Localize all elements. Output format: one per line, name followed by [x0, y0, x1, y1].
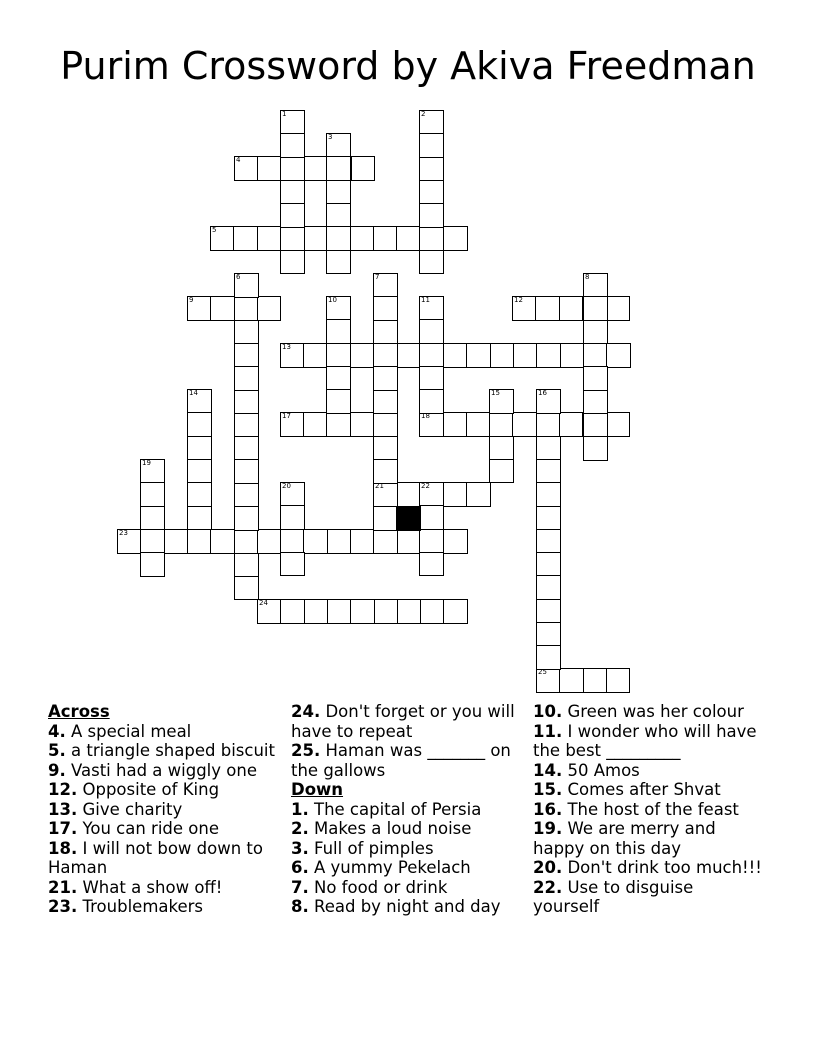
crossword-cell[interactable]	[374, 599, 399, 624]
clue-item-number: 24.	[291, 702, 321, 721]
crossword-cell[interactable]	[303, 529, 328, 554]
clue-item-number: 14.	[533, 760, 563, 780]
clue-item	[291, 897, 521, 917]
crossword-cell[interactable]	[187, 529, 212, 554]
crossword-block	[396, 506, 421, 531]
crossword-cell[interactable]	[419, 343, 444, 368]
crossword-cell[interactable]	[280, 505, 305, 530]
clue-item-number: 21.	[48, 877, 78, 897]
crossword-cell[interactable]	[233, 226, 258, 251]
crossword-cell[interactable]	[187, 482, 212, 507]
crossword-cell[interactable]	[373, 506, 398, 531]
crossword-cell[interactable]	[140, 552, 165, 577]
clue-item-text: We are merry and happy on this day	[533, 819, 716, 858]
clue-item-number: 19.	[533, 819, 563, 838]
clue-number: 23	[119, 529, 128, 537]
clue-item-text: Use to disguise yourself	[533, 877, 694, 916]
crossword-cell[interactable]	[304, 599, 329, 624]
crossword-cell[interactable]	[536, 529, 561, 554]
clue-item-number: 2.	[291, 819, 309, 838]
crossword-cell[interactable]	[466, 482, 491, 507]
clue-item-number: 6.	[291, 858, 309, 877]
crossword-cell[interactable]	[234, 576, 259, 601]
crossword-cell[interactable]	[583, 436, 608, 461]
clue-item-number: 9.	[48, 760, 66, 780]
crossword-cell[interactable]	[234, 506, 259, 531]
crossword-cell[interactable]	[350, 529, 375, 554]
crossword-cell[interactable]	[396, 226, 421, 251]
crossword-cell[interactable]	[304, 156, 329, 181]
crossword-cell[interactable]	[373, 390, 398, 415]
crossword-cell[interactable]	[373, 366, 398, 391]
crossword-cell[interactable]	[373, 436, 398, 461]
crossword-cell[interactable]	[326, 319, 351, 344]
clue-number: 8	[585, 273, 590, 281]
crossword-cell[interactable]	[513, 343, 538, 368]
crossword-cell[interactable]	[187, 436, 212, 461]
crossword-cell[interactable]	[583, 413, 608, 438]
clues-column-1	[48, 702, 278, 917]
crossword-cell[interactable]	[536, 552, 561, 577]
clue-item	[533, 878, 763, 917]
crossword-cell[interactable]	[373, 320, 398, 345]
crossword-cell[interactable]	[303, 412, 328, 437]
crossword-cell[interactable]	[187, 506, 212, 531]
clue-item-text: Comes after Shvat	[562, 780, 721, 799]
clue-item	[533, 819, 763, 858]
clue-number: 2	[421, 110, 426, 118]
clue-item	[48, 761, 278, 781]
clue-item-number: 7.	[291, 877, 309, 897]
crossword-cell[interactable]	[326, 203, 351, 228]
crossword-cell[interactable]	[326, 250, 351, 275]
clue-item	[48, 800, 278, 820]
crossword-cell[interactable]	[396, 482, 421, 507]
crossword-cell[interactable]	[536, 622, 561, 647]
clue-item	[533, 800, 763, 820]
clues-heading: Down	[291, 780, 344, 799]
clue-item-text: Haman was _______ on the gallows	[291, 741, 511, 780]
clue-item-text: Opposite of King	[77, 780, 220, 799]
crossword-cell[interactable]	[140, 529, 165, 554]
clue-item	[291, 800, 521, 820]
crossword-cell[interactable]	[234, 366, 259, 391]
crossword-cell[interactable]	[326, 413, 351, 438]
crossword-cell[interactable]	[280, 552, 305, 577]
crossword-cell[interactable]	[489, 436, 514, 461]
clue-item-text: You can ride one	[77, 819, 219, 838]
clue-item	[48, 897, 278, 917]
clue-item	[291, 858, 521, 878]
crossword-cell[interactable]	[326, 366, 351, 391]
crossword-cell[interactable]	[443, 343, 468, 368]
crossword-cell[interactable]	[419, 133, 444, 158]
clue-item-text: A special meal	[65, 721, 192, 741]
crossword-cell[interactable]	[536, 506, 561, 531]
clue-item-number: 20.	[533, 858, 563, 877]
crossword-cell[interactable]	[419, 529, 444, 554]
crossword-cell[interactable]	[234, 553, 259, 578]
clue-item-text: Don't drink too much!!!	[562, 858, 762, 877]
crossword-cell[interactable]	[560, 343, 585, 368]
crossword-cell[interactable]	[583, 320, 608, 345]
crossword-cell[interactable]	[536, 436, 561, 461]
clue-item	[291, 839, 521, 859]
clue-number: 18	[421, 412, 430, 420]
crossword-cell[interactable]	[419, 319, 444, 344]
clue-item	[291, 819, 521, 839]
clue-item-text: Vasti had a wiggly one	[65, 760, 257, 780]
clue-item	[48, 819, 278, 839]
crossword-cell[interactable]	[512, 412, 537, 437]
crossword-cell[interactable]	[280, 227, 305, 252]
crossword-cell[interactable]	[583, 366, 608, 391]
clue-item-number: 22.	[533, 877, 563, 897]
clue-item-number: 17.	[48, 819, 78, 838]
crossword-cell[interactable]	[280, 180, 305, 205]
clue-number: 16	[538, 389, 547, 397]
crossword-cell[interactable]	[535, 296, 560, 321]
crossword-cell[interactable]	[303, 226, 328, 251]
crossword-cell[interactable]	[443, 226, 468, 251]
clue-item	[48, 741, 278, 761]
crossword-cell[interactable]	[187, 459, 212, 484]
crossword-cell[interactable]	[257, 156, 282, 181]
crossword-cell[interactable]	[351, 156, 376, 181]
clue-item-number: 12.	[48, 780, 78, 799]
crossword-cell[interactable]	[397, 599, 422, 624]
crossword-cell[interactable]	[373, 459, 398, 484]
crossword-cell[interactable]	[350, 599, 375, 624]
crossword-cell[interactable]	[536, 645, 561, 670]
crossword-cell[interactable]	[140, 482, 165, 507]
clue-number: 9	[189, 296, 194, 304]
crossword-cell[interactable]	[419, 366, 444, 391]
crossword-cell[interactable]	[583, 343, 608, 368]
crossword-cell[interactable]	[326, 389, 351, 414]
clue-item-text: Troublemakers	[77, 897, 203, 916]
crossword-cell[interactable]	[606, 343, 631, 368]
crossword-cell[interactable]	[583, 296, 608, 321]
clue-item-number: 8.	[291, 897, 309, 916]
crossword-cell[interactable]	[280, 250, 305, 275]
clue-item-text: 50 Amos	[562, 760, 640, 780]
crossword-cell[interactable]	[326, 343, 351, 368]
crossword-cell[interactable]	[234, 459, 259, 484]
clue-item-number: 25.	[291, 741, 321, 760]
clue-item-text: Full of pimples	[308, 838, 434, 858]
crossword-cell[interactable]	[280, 599, 305, 624]
clue-item	[291, 741, 521, 780]
crossword-cell[interactable]	[280, 133, 305, 158]
clue-item-text: I wonder who will have the best _________	[533, 721, 757, 760]
clue-number: 20	[282, 482, 291, 490]
clue-number: 25	[538, 668, 547, 676]
clue-item	[533, 780, 763, 800]
clue-number: 14	[189, 389, 198, 397]
crossword-cell[interactable]	[210, 529, 235, 554]
clue-item-text: The capital of Persia	[308, 799, 482, 819]
crossword-cell[interactable]	[280, 203, 305, 228]
clue-item	[533, 702, 763, 722]
crossword-cell[interactable]	[326, 180, 351, 205]
crossword-cell[interactable]	[466, 412, 491, 437]
clue-item-text: The host of the feast	[562, 799, 739, 819]
clue-item-text: Read by night and day	[308, 897, 501, 916]
clue-item-number: 3.	[291, 838, 309, 858]
crossword-cell[interactable]	[466, 343, 491, 368]
crossword-cell[interactable]	[187, 412, 212, 437]
crossword-cell[interactable]	[397, 343, 422, 368]
clue-number: 4	[236, 156, 241, 164]
crossword-cell[interactable]	[350, 226, 375, 251]
crossword-cell[interactable]	[257, 296, 282, 321]
crossword-cell[interactable]	[303, 343, 328, 368]
crossword-cell[interactable]	[373, 226, 398, 251]
clue-item-number: 18.	[48, 838, 78, 858]
crossword-cell[interactable]	[559, 296, 584, 321]
clue-item-text: Makes a loud noise	[308, 819, 472, 838]
crossword-cell[interactable]	[234, 436, 259, 461]
crossword-cell[interactable]	[536, 343, 561, 368]
crossword-cell[interactable]	[443, 482, 468, 507]
crossword-cell[interactable]	[443, 599, 468, 624]
clue-number: 11	[421, 296, 430, 304]
crossword-cell[interactable]	[210, 296, 235, 321]
clue-item	[48, 839, 278, 878]
clue-item-text: I will not bow down to Haman	[48, 838, 263, 877]
clue-item	[48, 780, 278, 800]
crossword-cell[interactable]	[234, 343, 259, 368]
page-title: Purim Crossword by Akiva Freedman	[60, 44, 756, 88]
crossword-cell[interactable]	[164, 529, 189, 554]
clue-item-text: A yummy Pekelach	[308, 858, 471, 877]
crossword-cell[interactable]	[350, 343, 375, 368]
crossword-cell[interactable]	[443, 529, 468, 554]
clue-item-number: 1.	[291, 799, 309, 819]
clue-item-number: 10.	[533, 702, 563, 721]
crossword-cell[interactable]	[536, 575, 561, 600]
clue-item-text: Green was her colour	[562, 702, 744, 721]
crossword-cell[interactable]	[559, 412, 584, 437]
clue-number: 12	[514, 296, 523, 304]
crossword-cell[interactable]	[420, 599, 445, 624]
crossword-cell[interactable]	[234, 413, 259, 438]
clue-number: 5	[212, 226, 217, 234]
crossword-cell[interactable]	[373, 296, 398, 321]
crossword-cell[interactable]	[397, 529, 422, 554]
clue-item-text: Don't forget or you will have to repeat	[291, 702, 515, 741]
crossword-cell[interactable]	[442, 412, 467, 437]
clue-item	[533, 761, 763, 781]
crossword-cell[interactable]	[419, 505, 444, 530]
crossword-cell[interactable]	[373, 529, 398, 554]
clue-number: 13	[282, 343, 291, 351]
clue-item-number: 15.	[533, 780, 563, 799]
clues-heading: Across	[48, 702, 110, 721]
clue-number: 3	[328, 133, 333, 141]
clue-item	[291, 878, 521, 898]
clues-column-3	[533, 702, 763, 917]
crossword-cell[interactable]	[350, 412, 375, 437]
crossword-cell[interactable]	[419, 552, 444, 577]
crossword-cell[interactable]	[234, 529, 259, 554]
clue-item-number: 23.	[48, 897, 78, 916]
crossword-cell[interactable]	[234, 390, 259, 415]
crossword-cell[interactable]	[419, 389, 444, 414]
crossword-cell[interactable]	[489, 459, 514, 484]
clue-item	[533, 722, 763, 761]
crossword-cell[interactable]	[419, 250, 444, 275]
clue-number: 17	[282, 412, 291, 420]
crossword-cell[interactable]	[489, 412, 514, 437]
crossword-cell[interactable]	[234, 296, 259, 321]
crossword-cell[interactable]	[583, 668, 608, 693]
crossword-cell[interactable]	[419, 203, 444, 228]
crossword-cell[interactable]	[280, 529, 305, 554]
clue-number: 21	[375, 482, 384, 490]
clue-item-number: 16.	[533, 799, 563, 819]
clue-item-text: What a show off!	[77, 877, 223, 897]
crossword-cell[interactable]	[280, 157, 305, 182]
clue-item-number: 11.	[533, 721, 563, 741]
crossword-cell[interactable]	[605, 412, 630, 437]
clue-item-text: No food or drink	[308, 877, 448, 897]
crossword-cell[interactable]	[234, 320, 259, 345]
crossword-cell[interactable]	[419, 227, 444, 252]
crossword-cell[interactable]	[419, 180, 444, 205]
clue-number: 6	[236, 273, 241, 281]
clue-item	[291, 702, 521, 741]
crossword-cell[interactable]	[257, 529, 282, 554]
crossword-cell[interactable]	[536, 412, 561, 437]
crossword-cell[interactable]	[140, 506, 165, 531]
clue-number: 7	[375, 273, 380, 281]
crossword-cell[interactable]	[327, 599, 352, 624]
clue-number: 10	[328, 296, 337, 304]
crossword-cell[interactable]	[605, 296, 630, 321]
clue-item-text: Give charity	[77, 799, 183, 819]
crossword-cell[interactable]	[326, 156, 351, 181]
clues-column-2	[291, 702, 521, 917]
crossword-cell[interactable]	[536, 599, 561, 624]
clue-item-number: 5.	[48, 741, 66, 760]
clue-number: 19	[142, 459, 151, 467]
clue-item-number: 13.	[48, 799, 78, 819]
crossword-cell[interactable]	[326, 226, 351, 251]
crossword-cell[interactable]	[490, 343, 515, 368]
clue-item	[48, 878, 278, 898]
crossword-cell[interactable]	[234, 483, 259, 508]
clue-number: 15	[491, 389, 500, 397]
crossword-cell[interactable]	[257, 226, 282, 251]
clue-number: 22	[421, 482, 430, 490]
crossword-cell[interactable]	[419, 157, 444, 182]
crossword-cell[interactable]	[583, 390, 608, 415]
crossword-cell[interactable]	[536, 459, 561, 484]
crossword-cell[interactable]	[327, 529, 352, 554]
clue-number: 1	[282, 110, 287, 118]
clue-number: 24	[259, 599, 268, 607]
crossword-cell[interactable]	[373, 413, 398, 438]
crossword-cell[interactable]	[559, 668, 584, 693]
crossword-cell[interactable]	[373, 343, 398, 368]
crossword-cell[interactable]	[606, 668, 631, 693]
clue-item	[533, 858, 763, 878]
clue-item	[48, 722, 278, 742]
clue-item-text: a triangle shaped biscuit	[65, 741, 275, 760]
crossword-cell[interactable]	[536, 482, 561, 507]
clue-item-number: 4.	[48, 721, 66, 741]
